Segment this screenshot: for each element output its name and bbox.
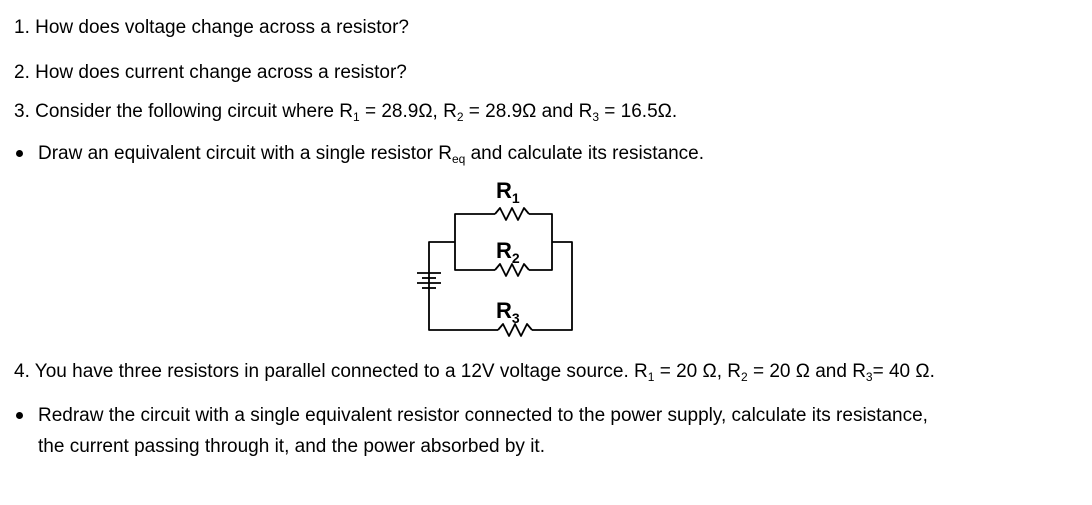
question-1: 1. How does voltage change across a resistor? <box>14 17 409 38</box>
b2-line-1: Redraw the circuit with a single equivalent resistor connected to the power supply, calculate its resistance, <box>38 405 928 426</box>
q3-tail: = 16.5Ω. <box>599 101 678 122</box>
bullet-dot-1 <box>16 150 23 157</box>
q4-sub-3: 3 <box>865 370 873 384</box>
b1-sub: eq <box>451 152 466 166</box>
q3-prefix: 3. Consider the following circuit where R <box>14 101 353 122</box>
q4-mid-2: = 20 Ω and R <box>747 361 866 382</box>
battery-icon <box>417 273 441 290</box>
q3-sub-1: 1 <box>353 110 360 124</box>
q4-mid-1: = 20 Ω, R <box>654 361 741 382</box>
q3-mid-1: = 28.9Ω, R <box>359 101 457 122</box>
question-2: 2. How does current change across a resistor? <box>14 62 407 83</box>
r2-label: $R_2$ <box>496 238 520 266</box>
wire-r3-left <box>429 290 498 330</box>
r1-label: $R_1$ <box>496 178 520 206</box>
bullet-1 <box>38 138 704 169</box>
q3-sub-2: 2 <box>456 110 464 124</box>
wire-r1-right <box>529 214 552 242</box>
q4-tail: = 40 Ω. <box>872 361 935 382</box>
question-4 <box>14 360 935 384</box>
q3-sub-3: 3 <box>592 110 600 124</box>
b1-prefix: Draw an equivalent circuit with a single resistor R <box>38 143 452 164</box>
wire-r1-branch <box>455 214 495 242</box>
q3-mid-2: = 28.9Ω and R <box>463 101 593 122</box>
bullet-dot-2 <box>16 412 23 419</box>
bullet-2 <box>38 400 928 462</box>
b2-line-2: the current passing through it, and the power absorbed by it. <box>38 436 545 457</box>
r3-label: $R_3$ <box>496 298 520 326</box>
b1-tail: and calculate its resistance. <box>465 143 704 164</box>
q4-prefix: 4. You have three resistors in parallel connected to a 12V voltage source. R <box>14 361 648 382</box>
question-3 <box>14 100 677 124</box>
circuit-diagram <box>400 172 580 338</box>
wire-r2-left <box>455 242 495 270</box>
resistor-r1-zigzag <box>495 208 529 220</box>
q4-sub-1: 1 <box>647 370 655 384</box>
wire-left-upper <box>429 242 455 273</box>
q4-sub-2: 2 <box>740 370 748 384</box>
wire-r2-right <box>529 242 552 270</box>
